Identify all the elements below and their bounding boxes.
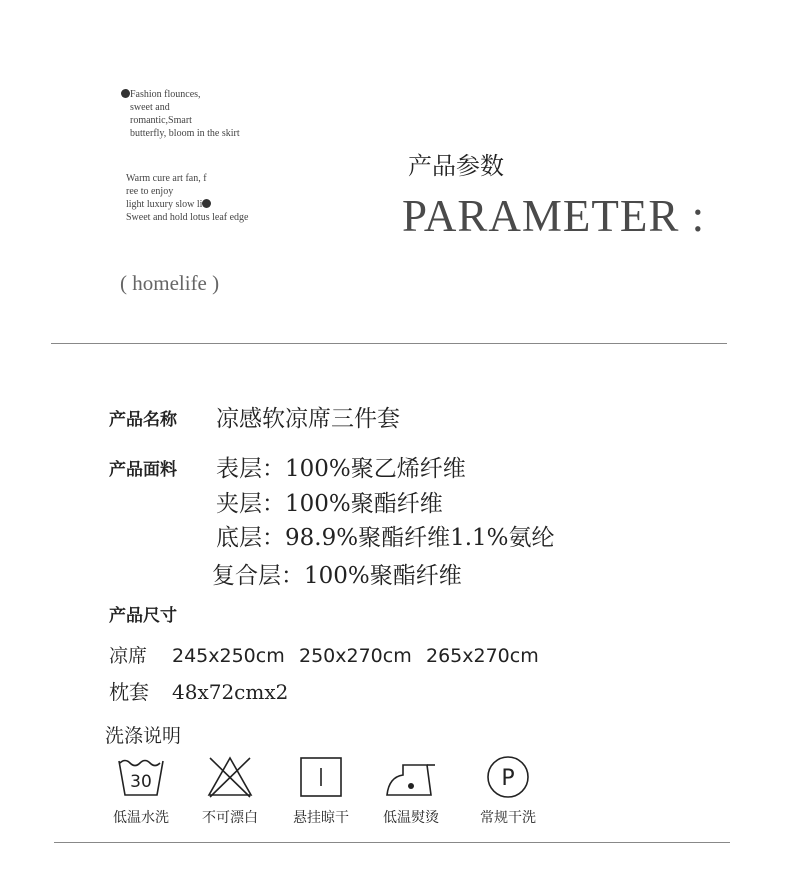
care-label: 悬挂晾干 [293,810,349,826]
no-bleach-icon [205,755,255,799]
blurb-line: Warm cure art fan, f [126,173,207,184]
blurb-line: Fashion flounces, [130,89,201,100]
care-item-dry-clean [463,755,553,827]
care-item-no-bleach [185,755,275,827]
care-label: 常规干洗 [480,810,536,826]
pillow-size-row [109,676,288,705]
care-item-low-iron [366,755,456,827]
wash-30-icon [116,755,166,799]
blurb-line: sweet and [130,102,170,113]
top-divider [51,343,727,344]
homelife-tag: ( homelife ) [120,271,220,295]
mat-size: 250x270cm [299,645,412,667]
care-title: 洗涤说明 [105,725,182,747]
pillow-size: 48x72cmx2 [172,680,289,704]
dry-clean-icon [483,755,533,799]
hang-dry-icon [296,755,346,799]
blurb-line: ree to enjoy [126,186,174,197]
bullet-dot-icon [202,199,211,208]
product-name-label: 产品名称 [109,410,177,430]
care-item-hang-dry [276,755,366,827]
care-label: 低温水洗 [113,810,169,826]
care-label: 低温熨烫 [383,810,439,826]
pillow-label: 枕套 [109,680,149,704]
material-surface: 表层：100%聚乙烯纤维 [216,456,466,482]
low-iron-icon [383,755,439,799]
blurb-paragraph-2 [126,172,248,224]
mat-size: 245x250cm [172,645,285,667]
blurb-line: light luxury slow li [126,199,203,210]
blurb-line: Sweet and hold lotus leaf edge [126,212,249,223]
material-middle: 夹层：100%聚酯纤维 [216,491,443,517]
material-composite: 复合层：100%聚酯纤维 [212,563,462,589]
care-label: 不可漂白 [202,810,258,826]
product-name-value: 凉感软凉席三件套 [216,406,400,432]
bottom-divider [54,842,730,843]
mat-label: 凉席 [109,645,148,667]
blurb-line: butterfly, bloom in the skirt [130,128,240,139]
page-title-cn: 产品参数 [408,152,504,180]
product-material-label: 产品面料 [109,460,177,480]
blurb-paragraph-1 [121,88,240,140]
blurb-line: romantic,Smart [130,115,192,126]
mat-size: 265x270cm [426,645,539,667]
mat-size-row [109,641,539,668]
wash-temp-text: 30 [130,772,152,792]
care-item-low-temp-wash [96,755,186,827]
product-size-label: 产品尺寸 [109,606,177,626]
dry-clean-letter: P [501,766,515,791]
material-bottom: 底层：98.9%聚酯纤维1.1%氨纶 [216,525,555,551]
bullet-dot-icon [121,89,130,98]
page-title-en: PARAMETER : [402,191,706,241]
